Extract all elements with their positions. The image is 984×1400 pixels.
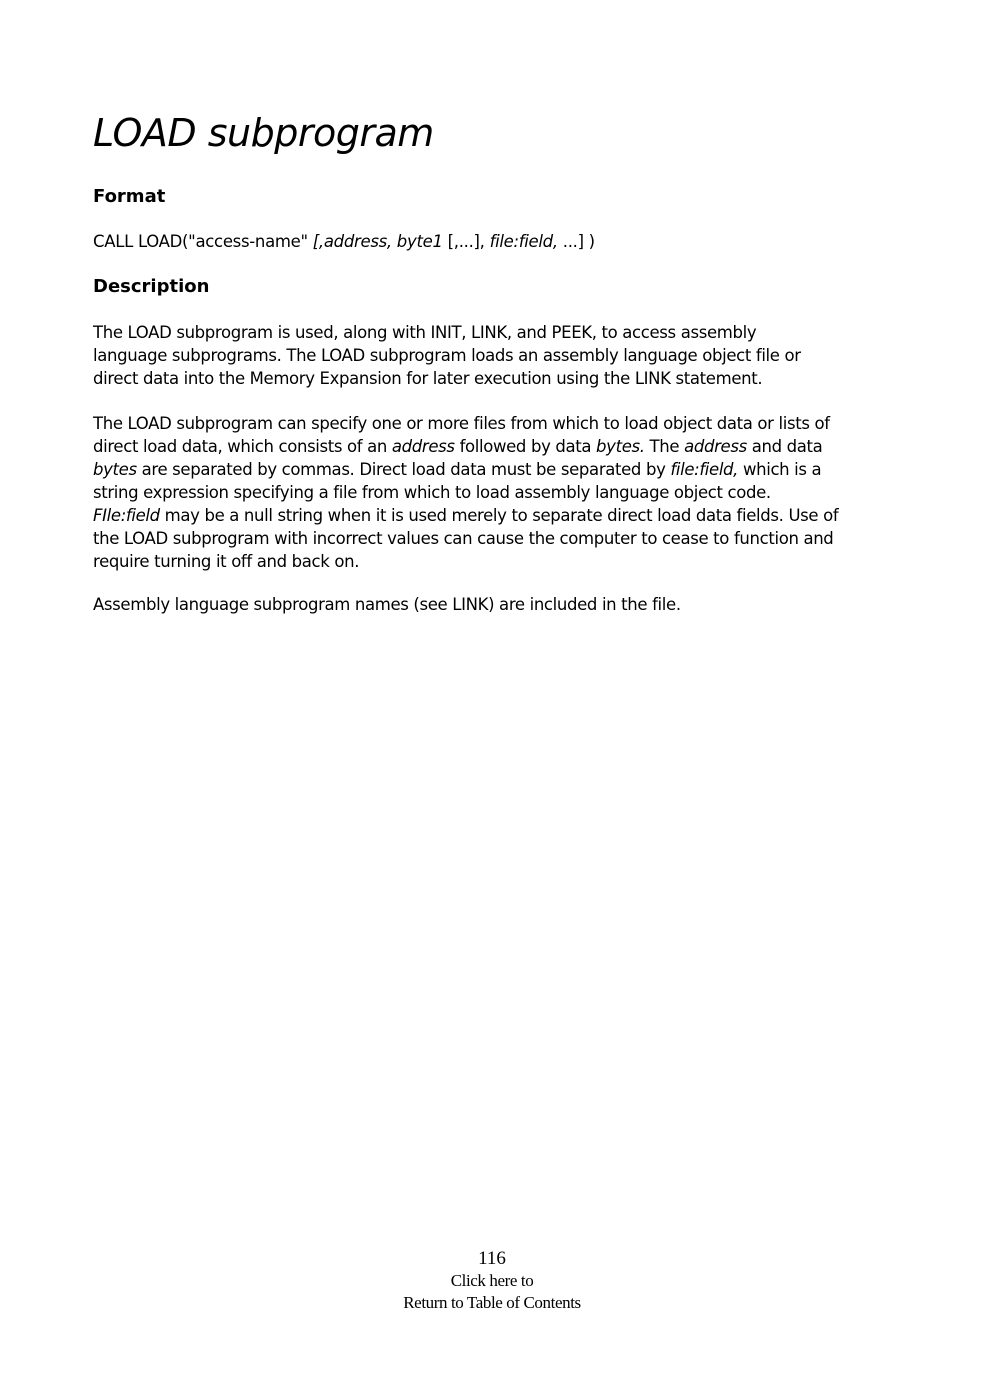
italic-term-bytes: bytes.: [596, 437, 645, 456]
description-heading: Description: [93, 276, 210, 297]
text-run: followed by data: [454, 437, 597, 456]
italic-term-address: address: [684, 437, 747, 456]
text-run: may be a null string when it is used merely to separate direct load data fields. Use of: [159, 506, 839, 525]
paragraph-2-line-5: [93, 504, 893, 527]
toc-link-line-1[interactable]: Click here to: [450, 1271, 534, 1290]
toc-link-line-2[interactable]: Return to Table of Contents: [403, 1293, 581, 1312]
text-run: direct load data, which consists of an: [93, 437, 392, 456]
format-syntax-address-byte: [,address, byte1: [312, 232, 443, 251]
text-run: and data: [746, 437, 823, 456]
paragraph-2-line-2: [93, 435, 893, 458]
description-paragraph-3: Assembly language subprogram names (see LINK) are included in the file.: [93, 595, 681, 614]
text-run: are separated by commas. Direct load data must be separated by: [136, 460, 671, 479]
description-paragraph-1: [93, 321, 893, 390]
format-syntax-call: CALL LOAD("access-name": [93, 232, 313, 251]
paragraph-2-line-3: [93, 458, 893, 481]
paragraph-1-line-1: The LOAD subprogram is used, along with INIT, LINK, and PEEK, to access assembly: [93, 323, 757, 342]
paragraph-2-line-7: require turning it off and back on.: [93, 552, 360, 571]
text-run: which is a: [738, 460, 822, 479]
format-syntax-end: ...] ): [557, 232, 595, 251]
paragraph-2-line-4: string expression specifying a file from which to load assembly language object code.: [93, 483, 771, 502]
format-heading: Format: [93, 186, 166, 207]
description-paragraph-2: [93, 412, 893, 573]
italic-term-file-field: FIle:field: [93, 506, 160, 525]
paragraph-2-line-1: The LOAD subprogram can specify one or more files from which to load object data or lists of: [93, 414, 830, 433]
text-run: The: [644, 437, 685, 456]
page-title: LOAD subprogram: [93, 111, 434, 155]
format-syntax: [93, 230, 595, 254]
paragraph-1-line-2: language subprograms. The LOAD subprogram loads an assembly language object file or: [93, 346, 801, 365]
format-syntax-repeat: [,...],: [442, 232, 490, 251]
paragraph-2-line-6: the LOAD subprogram with incorrect values can cause the computer to cease to function and: [93, 529, 834, 548]
paragraph-1-line-3: direct data into the Memory Expansion for later execution using the LINK statement.: [93, 369, 763, 388]
page-number: 116: [478, 1248, 506, 1269]
italic-term-file-field: file:field,: [670, 460, 739, 479]
italic-term-bytes: bytes: [93, 460, 137, 479]
italic-term-address: address: [391, 437, 455, 456]
format-syntax-file-field: file:field,: [489, 232, 558, 251]
